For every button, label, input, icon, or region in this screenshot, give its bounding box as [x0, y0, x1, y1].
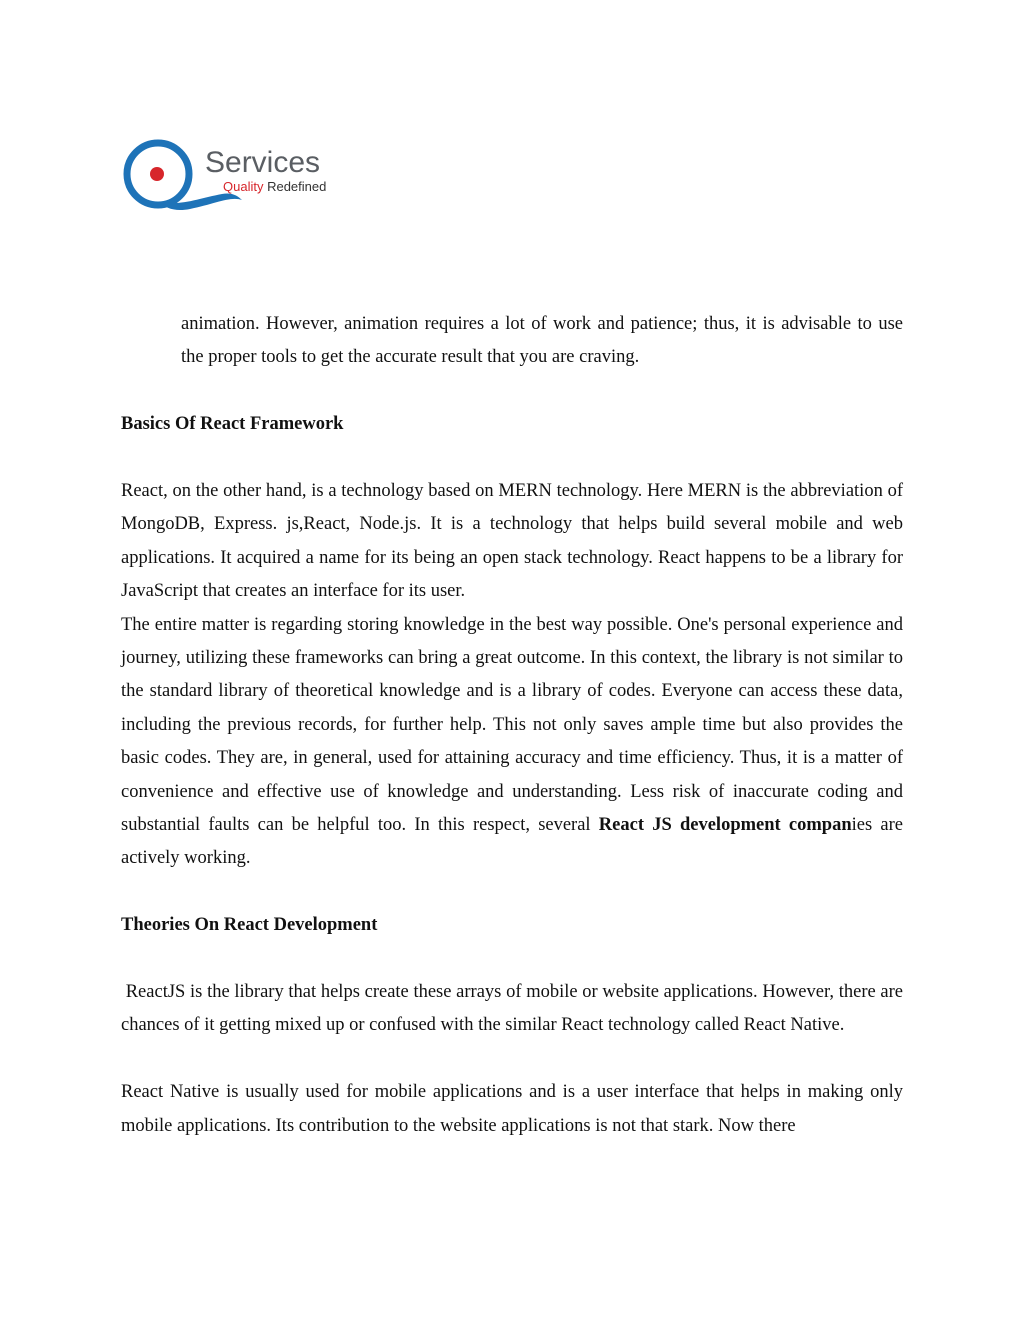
logo-tagline-rest: Redefined	[263, 179, 327, 194]
document-body	[121, 308, 908, 1143]
react-development-companies-link[interactable]: React JS development compan	[598, 815, 852, 836]
section-heading-theories: Theories On React Development	[121, 915, 378, 936]
intro-paragraph: animation. However, animation requires a lot of work and patience; thus, it is advisable to use the proper tools to get the accurate result that you are craving.	[181, 314, 903, 368]
theories-paragraph-2: React Native is usually used for mobile applications and is a user interface that helps in making only mobile applications. Its contribution to the website applications is not that stark. Now there	[121, 1082, 903, 1136]
basics-paragraph-2: The entire matter is regarding storing knowledge in the best way possible. One's personal experience and journey, utilizing these frameworks can bring a great outcome. In this context, the library is not similar to the standard library of theoretical knowledge and is a library of codes. Everyone can access these data, including the previous records, for further help. This not only saves ample time but also provides the basic codes. They are, in general, used for attaining accuracy and time efficiency. Thus, it is a matter of convenience and effective use of knowledge and understanding. Less risk of inaccurate coding and substantial faults can be helpful too. In this respect, several React JS development companies are actively working.	[121, 614, 903, 869]
logo-brand-text: Services	[205, 146, 321, 179]
basics-paragraph-1: React, on the other hand, is a technology based on MERN technology. Here MERN is the abbreviation of MongoDB, Express. js,React, Node.js. It is a technology that helps build several mobile and web applications. It acquired a name for its being an open stack technology. React happens to be a library for JavaScript that creates an interface for its user.	[121, 481, 903, 602]
q-logo-icon	[120, 136, 340, 216]
company-logo	[120, 136, 340, 216]
logo-tagline-highlight: Quality	[223, 179, 264, 194]
section-heading-basics: Basics Of React Framework	[121, 414, 344, 435]
svg-text:Quality Redefined	[223, 179, 326, 194]
theories-paragraph-1: ReactJS is the library that helps create these arrays of mobile or website applications. However, there are chances of it getting mixed up or confused with the similar React technology called React Native.	[121, 982, 908, 1036]
